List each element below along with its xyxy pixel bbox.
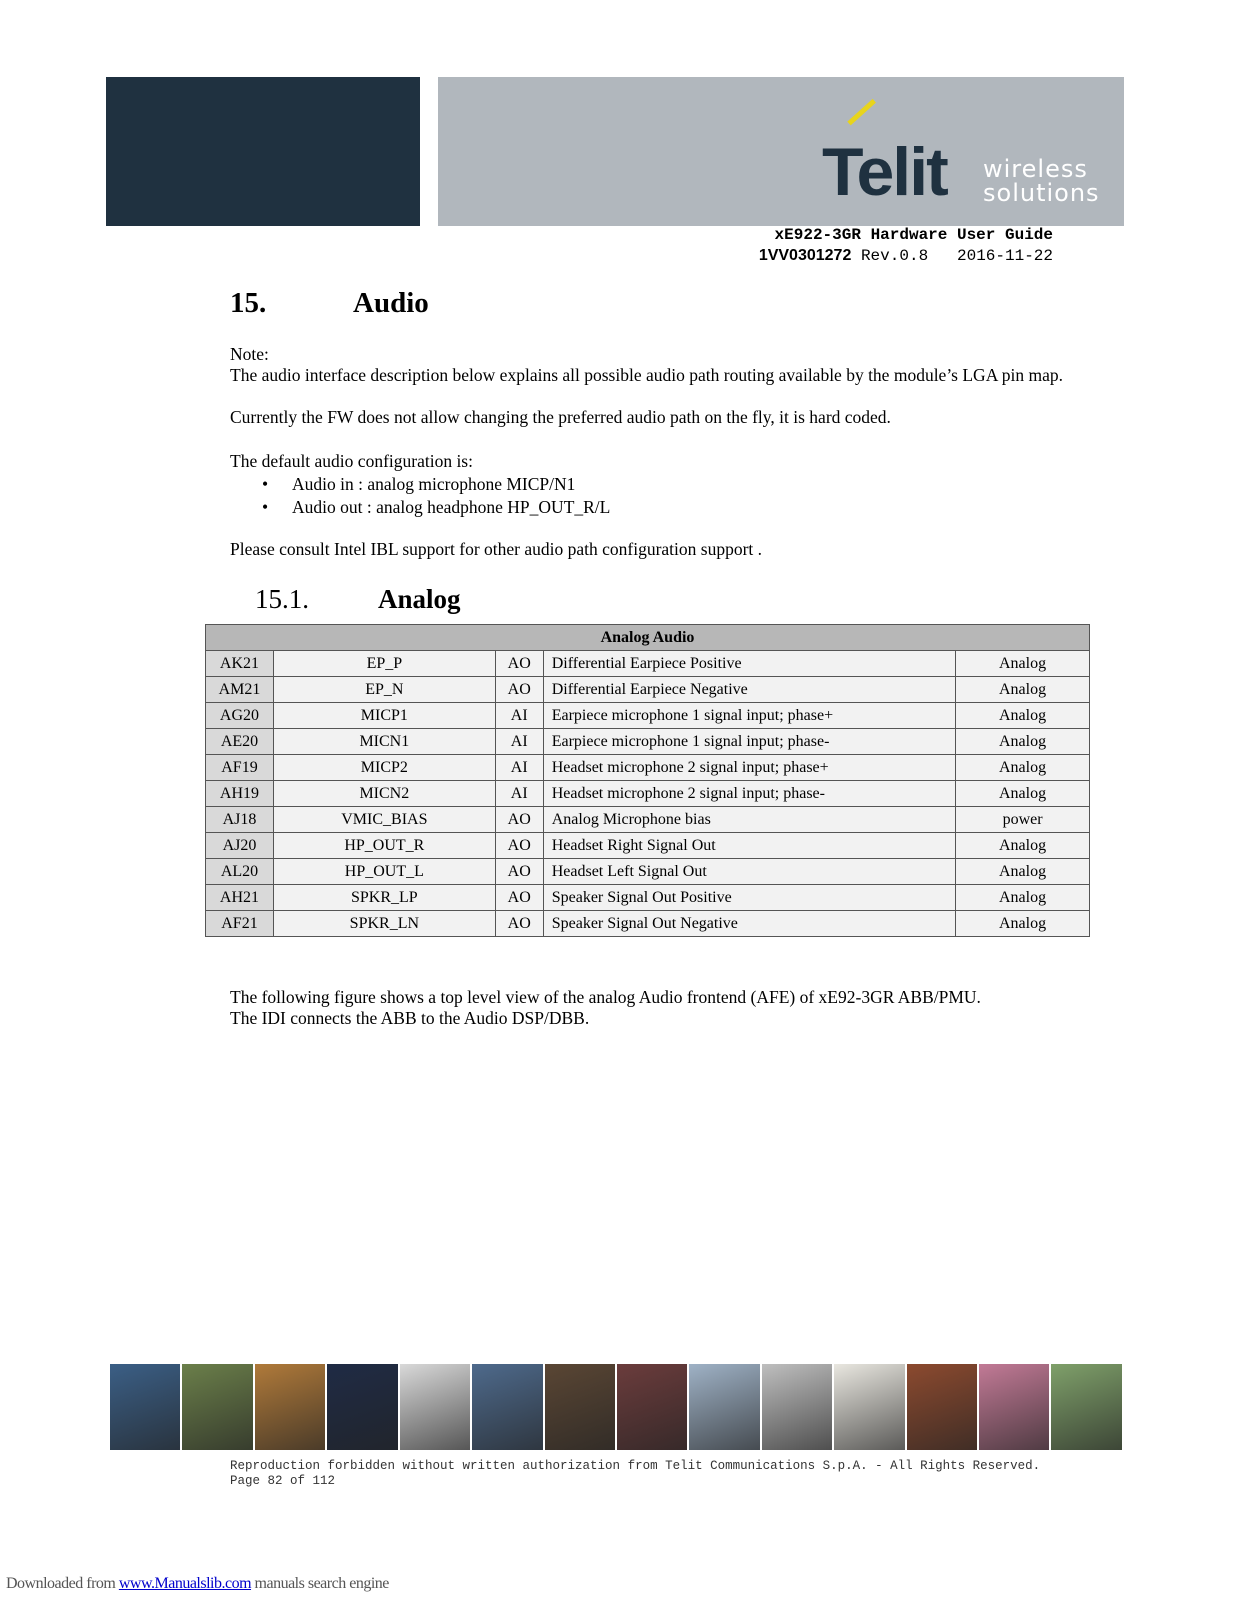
table-header-row bbox=[206, 625, 1090, 651]
manualslib-link[interactable]: www.Manualslib.com bbox=[118, 1575, 252, 1592]
type-cell: Analog bbox=[956, 885, 1090, 911]
note-paragraph-2: Currently the FW does not allow changing the preferred audio path on the fly, it is hard coded. bbox=[230, 407, 891, 427]
footer-copyright-notice: Reproduction forbidden without written authorization from Telit Communications S.p.A. - All Rights Reserved. Page 82 of 112 bbox=[230, 1459, 1138, 1488]
signal-cell: EP_N bbox=[273, 677, 495, 703]
io-cell: AI bbox=[495, 755, 543, 781]
photo-tile bbox=[1051, 1364, 1123, 1450]
table-row bbox=[206, 781, 1090, 807]
table-row bbox=[206, 859, 1090, 885]
photo-tile bbox=[327, 1364, 399, 1450]
type-cell: power bbox=[956, 807, 1090, 833]
pin-cell: AE20 bbox=[206, 729, 274, 755]
document-meta bbox=[759, 247, 1053, 265]
io-cell: AO bbox=[495, 911, 543, 937]
function-cell: Earpiece microphone 1 signal input; phase- bbox=[543, 729, 955, 755]
note-paragraph-1: The audio interface description below explains all possible audio path routing available by the module’s LGA pin map. bbox=[230, 365, 1063, 385]
pin-cell: AH19 bbox=[206, 781, 274, 807]
photo-tile bbox=[255, 1364, 327, 1450]
pin-cell: AJ20 bbox=[206, 833, 274, 859]
document-date: 2016-11-22 bbox=[956, 247, 1053, 265]
photo-tile bbox=[689, 1364, 761, 1450]
signal-cell: MICN1 bbox=[273, 729, 495, 755]
table-body bbox=[206, 651, 1090, 937]
photo-tile bbox=[110, 1364, 182, 1450]
section-number: 15. bbox=[230, 287, 267, 319]
pin-cell: AM21 bbox=[206, 677, 274, 703]
io-cell: AI bbox=[495, 781, 543, 807]
signal-cell: EP_P bbox=[273, 651, 495, 677]
photo-tile bbox=[907, 1364, 979, 1450]
io-cell: AO bbox=[495, 677, 543, 703]
table-row bbox=[206, 677, 1090, 703]
subsection-number: 15.1. bbox=[255, 584, 309, 614]
document-title: xE922-3GR Hardware User Guide bbox=[774, 226, 1053, 244]
signal-cell: MICN2 bbox=[273, 781, 495, 807]
table-row bbox=[206, 755, 1090, 781]
pin-cell: AG20 bbox=[206, 703, 274, 729]
analog-audio-table bbox=[205, 624, 1090, 937]
table-caption: Analog Audio bbox=[206, 625, 1090, 651]
photo-tile bbox=[762, 1364, 834, 1450]
function-cell: Earpiece microphone 1 signal input; phase+ bbox=[543, 703, 955, 729]
download-suffix: manuals search engine bbox=[251, 1575, 389, 1592]
type-cell: Analog bbox=[956, 755, 1090, 781]
io-cell: AI bbox=[495, 729, 543, 755]
io-cell: AO bbox=[495, 833, 543, 859]
document-id: 1VV0301272 bbox=[758, 247, 852, 264]
function-cell: Analog Microphone bias bbox=[543, 807, 955, 833]
table-row bbox=[206, 885, 1090, 911]
list-item: • Audio in : analog microphone MICP/N1 bbox=[262, 473, 610, 496]
type-cell: Analog bbox=[956, 833, 1090, 859]
type-cell: Analog bbox=[956, 781, 1090, 807]
default-config-list bbox=[262, 473, 610, 519]
logo-tagline-line1: wireless bbox=[983, 155, 1088, 183]
function-cell: Speaker Signal Out Positive bbox=[543, 885, 955, 911]
note-label: Note: bbox=[230, 344, 269, 364]
photo-tile bbox=[182, 1364, 254, 1450]
photo-tile bbox=[979, 1364, 1051, 1450]
download-notice bbox=[6, 1575, 389, 1593]
document-revision: Rev.0.8 bbox=[860, 247, 929, 265]
figure-intro-line-2: The IDI connects the ABB to the Audio DSP/DBB. bbox=[230, 1008, 590, 1028]
default-config-intro: The default audio configuration is: bbox=[230, 451, 473, 471]
signal-cell: HP_OUT_R bbox=[273, 833, 495, 859]
io-cell: AO bbox=[495, 651, 543, 677]
type-cell: Analog bbox=[956, 859, 1090, 885]
telit-logo: Telit bbox=[822, 134, 947, 210]
pin-cell: AF21 bbox=[206, 911, 274, 937]
photo-tile bbox=[834, 1364, 906, 1450]
subsection-title: Analog bbox=[378, 584, 461, 614]
footer-photo-strip bbox=[110, 1364, 1124, 1450]
function-cell: Differential Earpiece Positive bbox=[543, 651, 955, 677]
signal-cell: MICP1 bbox=[273, 703, 495, 729]
table-row bbox=[206, 703, 1090, 729]
download-prefix: Downloaded from bbox=[6, 1575, 119, 1592]
figure-intro-line-1: The following figure shows a top level view of the analog Audio frontend (AFE) of xE92-3GR ABB/PMU. bbox=[230, 987, 981, 1007]
signal-cell: SPKR_LP bbox=[273, 885, 495, 911]
type-cell: Analog bbox=[956, 651, 1090, 677]
table-row bbox=[206, 651, 1090, 677]
signal-cell: SPKR_LN bbox=[273, 911, 495, 937]
type-cell: Analog bbox=[956, 729, 1090, 755]
signal-cell: HP_OUT_L bbox=[273, 859, 495, 885]
header-dark-panel bbox=[106, 77, 420, 226]
pin-cell: AL20 bbox=[206, 859, 274, 885]
signal-cell: MICP2 bbox=[273, 755, 495, 781]
function-cell: Headset microphone 2 signal input; phase+ bbox=[543, 755, 955, 781]
io-cell: AI bbox=[495, 703, 543, 729]
type-cell: Analog bbox=[956, 677, 1090, 703]
table-row bbox=[206, 729, 1090, 755]
pin-cell: AF19 bbox=[206, 755, 274, 781]
table-row bbox=[206, 807, 1090, 833]
pin-cell: AJ18 bbox=[206, 807, 274, 833]
io-cell: AO bbox=[495, 859, 543, 885]
type-cell: Analog bbox=[956, 911, 1090, 937]
section-title: Audio bbox=[353, 287, 429, 319]
function-cell: Headset Left Signal Out bbox=[543, 859, 955, 885]
function-cell: Headset microphone 2 signal input; phase- bbox=[543, 781, 955, 807]
table-row bbox=[206, 911, 1090, 937]
photo-tile bbox=[545, 1364, 617, 1450]
io-cell: AO bbox=[495, 885, 543, 911]
function-cell: Speaker Signal Out Negative bbox=[543, 911, 955, 937]
photo-tile bbox=[400, 1364, 472, 1450]
table-row bbox=[206, 833, 1090, 859]
logo-tagline-line2: solutions bbox=[983, 179, 1100, 207]
function-cell: Headset Right Signal Out bbox=[543, 833, 955, 859]
function-cell: Differential Earpiece Negative bbox=[543, 677, 955, 703]
logo-tagline bbox=[983, 157, 1100, 205]
pin-cell: AH21 bbox=[206, 885, 274, 911]
signal-cell: VMIC_BIAS bbox=[273, 807, 495, 833]
photo-tile bbox=[617, 1364, 689, 1450]
photo-tile bbox=[472, 1364, 544, 1450]
consult-paragraph: Please consult Intel IBL support for other audio path configuration support . bbox=[230, 539, 763, 559]
list-item: • Audio out : analog headphone HP_OUT_R/L bbox=[262, 496, 610, 519]
pin-cell: AK21 bbox=[206, 651, 274, 677]
type-cell: Analog bbox=[956, 703, 1090, 729]
io-cell: AO bbox=[495, 807, 543, 833]
